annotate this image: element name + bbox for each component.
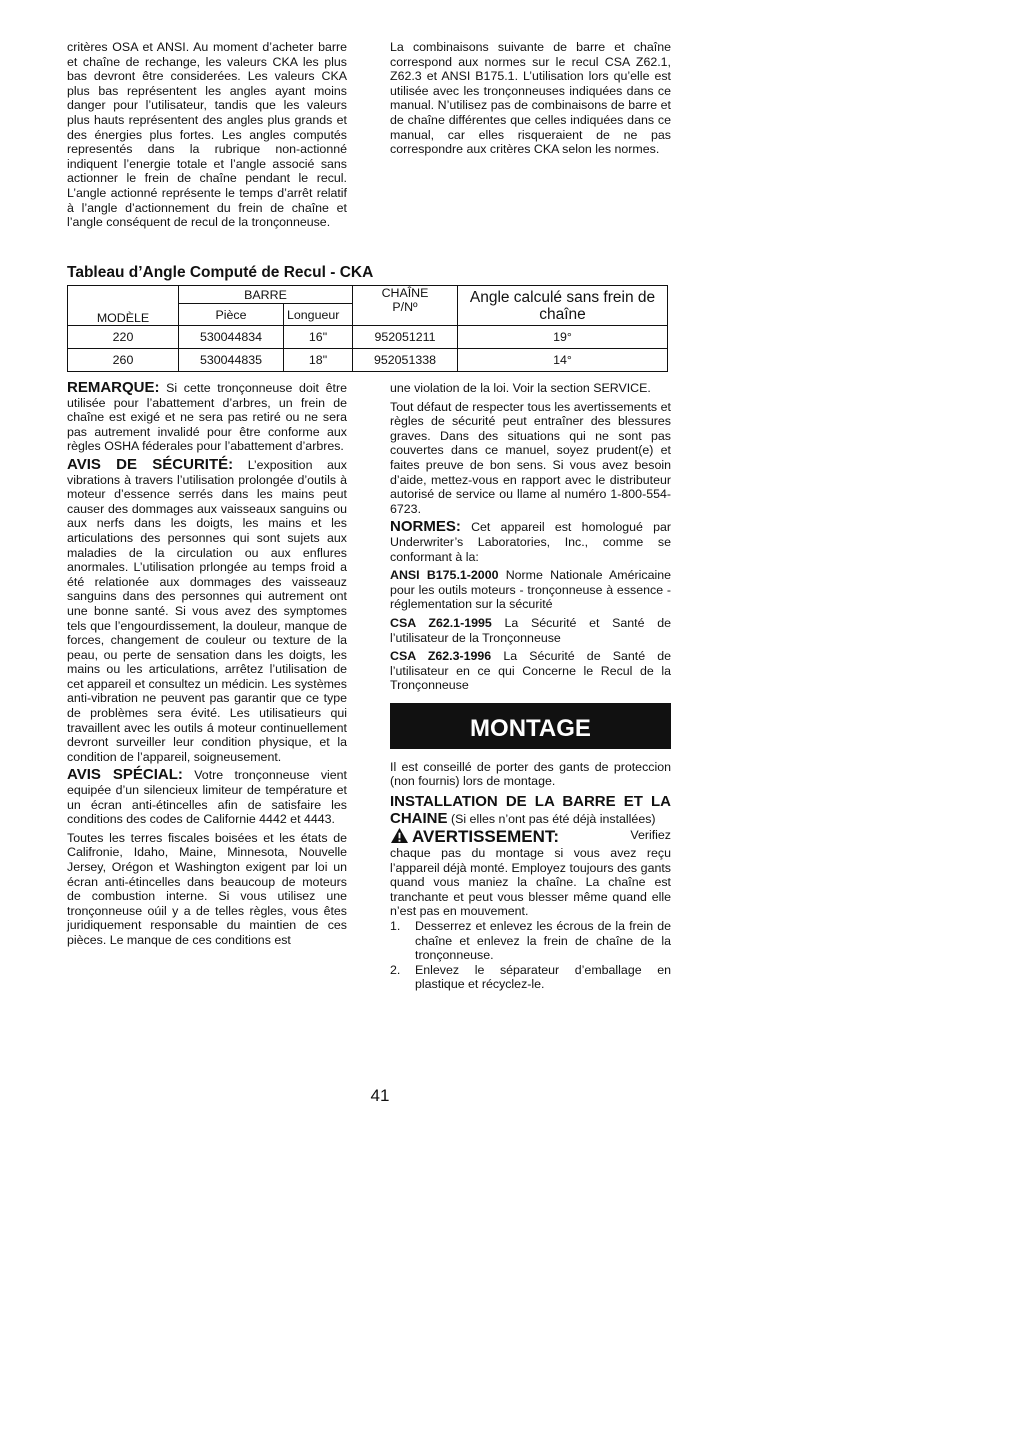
- list-item: [390, 919, 671, 963]
- installation-paragraph: [390, 793, 671, 827]
- csa-z621-paragraph: [390, 616, 671, 645]
- warning-triangle-icon: [390, 827, 409, 844]
- cell-piece: 530044835: [179, 349, 284, 372]
- avis-securite-paragraph: [67, 455, 347, 764]
- head-angle: Angle calculé sans frein de chaîne: [458, 286, 668, 326]
- step-number: 1.: [390, 919, 401, 934]
- steps-list: [390, 919, 671, 992]
- step-text: Desserrez et enlevez les écrous de la frein de chaîne et enlevez la frein de chaîne de la tronçonneuse.: [415, 919, 671, 963]
- head-modele: MODÈLE: [68, 286, 179, 326]
- table-row: [68, 326, 668, 349]
- head-chaine-label: CHAÎNE: [381, 286, 429, 300]
- top-left-column: [67, 40, 347, 230]
- top-right-column: [390, 40, 671, 157]
- tout-defaut-paragraph: Tout défaut de respecter tous les avertissements et règles de sécurité peut entraîner des blessures graves. Dans des situations qui ne sont pas couvertes dans ce manuel, soyez prudent(e) et faites preuve de bon sens. Si vous avez besoin d’aide, mettez-vous en rapport avec le distributeur autorisé de service ou llame al numéro 1-800-554-6723.: [390, 399, 671, 516]
- table-row: [68, 349, 668, 372]
- head-pn-label: P/Nº: [392, 300, 418, 314]
- cka-table: [67, 285, 668, 372]
- normes-text: Cet appareil est homologué par Underwriter’s Laboratories, Inc., comme se conformant à la:: [390, 520, 672, 564]
- csa-z623-text: La Sécurité de Santé de l’utilisateur en ce qui Concerne le Recul de la Tronçonneuse: [390, 649, 671, 693]
- normes-paragraph: [390, 520, 671, 564]
- bottom-left-column: [67, 381, 347, 948]
- cell-longueur: 18": [284, 349, 353, 372]
- cell-modele: 220: [68, 326, 179, 349]
- cell-longueur: 16": [284, 326, 353, 349]
- head-longueur: Longueur: [284, 304, 353, 326]
- installation-heading: INSTALLATION DE LA BARRE ET LA CHAINE: [390, 793, 671, 828]
- normes-heading: NORMES:: [390, 518, 461, 536]
- bottom-right-column: [390, 381, 671, 992]
- csa-z621-heading: CSA Z62.1-1995: [390, 615, 492, 630]
- cell-piece: 530044834: [179, 326, 284, 349]
- avertissement-lead: Verifiez: [630, 828, 671, 843]
- avertissement-heading: AVERTISSEMENT:: [412, 827, 560, 847]
- avertissement-text: [390, 846, 671, 919]
- terres-paragraph: Toutes les terres fiscales boisées et les états de Califronie, Idaho, Maine, Minnesota, Nouvelle Jersey, Orégon et Washington exigent par loi un écran anti-étincelles dans beaucoup de moteurs de combustion interne. Si vous utilisez une tronçonneuse oúil y a de telles règles, vous êtes juridiquement responsable du maintien de ces pièces. Le manque de ces conditions est: [67, 830, 347, 947]
- cell-angle: 14°: [458, 349, 668, 372]
- combination-paragraph: La combinaisons suivante de barre et chaîne correspond aux normes sur le recul CSA Z62.1, Z62.3 et ANSI B175.1. L’utilisation lors qu’elle est utilisée avec les tronçonneuses indiquées dans ce manual. N’utilisez pas de combinaisons de barre et de chaîne différentes que celles indiquées dans ce manual, car elles risqueraient de ne pas correspondre aux critères CKA selon les normes.: [390, 40, 671, 157]
- csa-z621-text: La Sécurité et Santé de l’utilisateur de la Tronçonneuse: [390, 615, 671, 645]
- ansi-paragraph: [390, 568, 671, 612]
- gants-paragraph: Il est conseillé de porter des gants de proteccion (non fournis) lors de montage.: [390, 759, 671, 789]
- remarque-heading: REMARQUE:: [67, 379, 160, 396]
- remarque-text: Si cette tronçonneuse doit être utilisée pour l’abattement d’arbres, un frein de chaîne est exigé et ne sera pas retiré ou ne sera pas autrement invalidé pour être conforme aux règles OSHA féderales pour l’abattement d’arbres.: [67, 381, 347, 454]
- page-number: 41: [370, 1086, 390, 1105]
- head-barre: BARRE: [179, 286, 353, 304]
- head-chaine: [353, 286, 458, 326]
- cell-angle: 19°: [458, 326, 668, 349]
- montage-banner: MONTAGE: [390, 703, 671, 749]
- avertissement-paragraph: [390, 827, 671, 846]
- avis-securite-text: L’exposition aux vibrations à travers l’utilisation prolongée d’outils à moteur d’essence serrés dans les mains peut causer des dommages aux vaisseaux sanguins ou aux nerfs dans les doigts, les mains et les articulations des personnes qui sont sujets aux maladies de la circulation ou aux enflures anormales. L’utilisation prlongée au temps froid a été relationée aux dommages des vaisseauz sanguins dans des personnes qui autrement ont une bonne santé. Si vous avez des symptomes tels que l’engourdissement, la douleur, manque de forces, changement de couleur ou texture de la peau, ou perte de sensation dans les doigts, les mains ou les articulations, arrêtez l’utilisation de cet appareil et consultez un médicin. Les systèmes anti-vibration ne peuvent pas garantir que ce type de problèmes sera évité. Les utilisatieurs qui travaillent avec les outils á moteur continuellement devront surveiller leur condition physique, et la condition de l’appareil, soigneusement.: [67, 457, 347, 764]
- avis-special-heading: AVIS SPÉCIAL:: [67, 766, 183, 784]
- cell-chaine: 952051338: [353, 349, 458, 372]
- head-piece: Pièce: [179, 304, 284, 326]
- avis-special-paragraph: [67, 768, 347, 826]
- avis-special-text: Votre tronçonneuse vient equipée d’un silencieux limiteur de température et un écran anti-étincelles afin de satisfaire les conditions des codes de Californie 4442 et 4443.: [67, 768, 347, 827]
- cell-chaine: 952051211: [353, 326, 458, 349]
- list-item: [390, 963, 671, 992]
- violation-paragraph: une violation de la loi. Voir la section SERVICE.: [390, 381, 651, 395]
- avertissement-body: chaque pas du montage si vous avez reçu l’appareil déjà monté. Employez toujours des gants quand vous maniez la chaîne. La chaîne est tranchante et peut vous blesser même quand elle n’est pas en mouvement.: [390, 846, 671, 919]
- step-text: Enlevez le séparateur d’emballage en plastique et récyclez-le.: [415, 962, 671, 992]
- installation-note: (Si elles n’ont pas été déjà installées): [450, 812, 656, 827]
- ansi-text: Norme Nationale Américaine pour les outils moteurs - tronçonneuse à essence - réglementation sur la sécurité: [390, 568, 671, 612]
- table-title: Tableau d’Angle Computé de Recul - CKA: [67, 264, 374, 281]
- remarque-paragraph: [67, 381, 347, 454]
- ansi-heading: ANSI B175.1-2000: [390, 568, 499, 583]
- cell-modele: 260: [68, 349, 179, 372]
- csa-z623-heading: CSA Z62.3-1996: [390, 649, 492, 664]
- avis-securite-heading: AVIS DE SÉCURITÉ:: [67, 455, 234, 473]
- cka-intro-paragraph: critères OSA et ANSI. Au moment d’acheter barre et chaîne de rechange, les valeurs CKA les plus bas devront être considerées. Les valeurs CKA plus bas représentent les angles ayant moins danger pour l’utilisateur, tandis que les valeurs plus hauts représentent des angles plus grands et des énergies plus fortes. Les angles computés representés dans la rubrique non-actionné indiquent l’energie totale et l’angle associé sans actionner le frein de chaîne pendant le recul. L’angle actionné représente le temps d’arrêt relatif à l’angle d’actionnement du frein de chaîne et l’angle conséquent de recul de la tronçonneuse.: [67, 40, 347, 230]
- step-number: 2.: [390, 962, 401, 977]
- csa-z623-paragraph: [390, 649, 671, 693]
